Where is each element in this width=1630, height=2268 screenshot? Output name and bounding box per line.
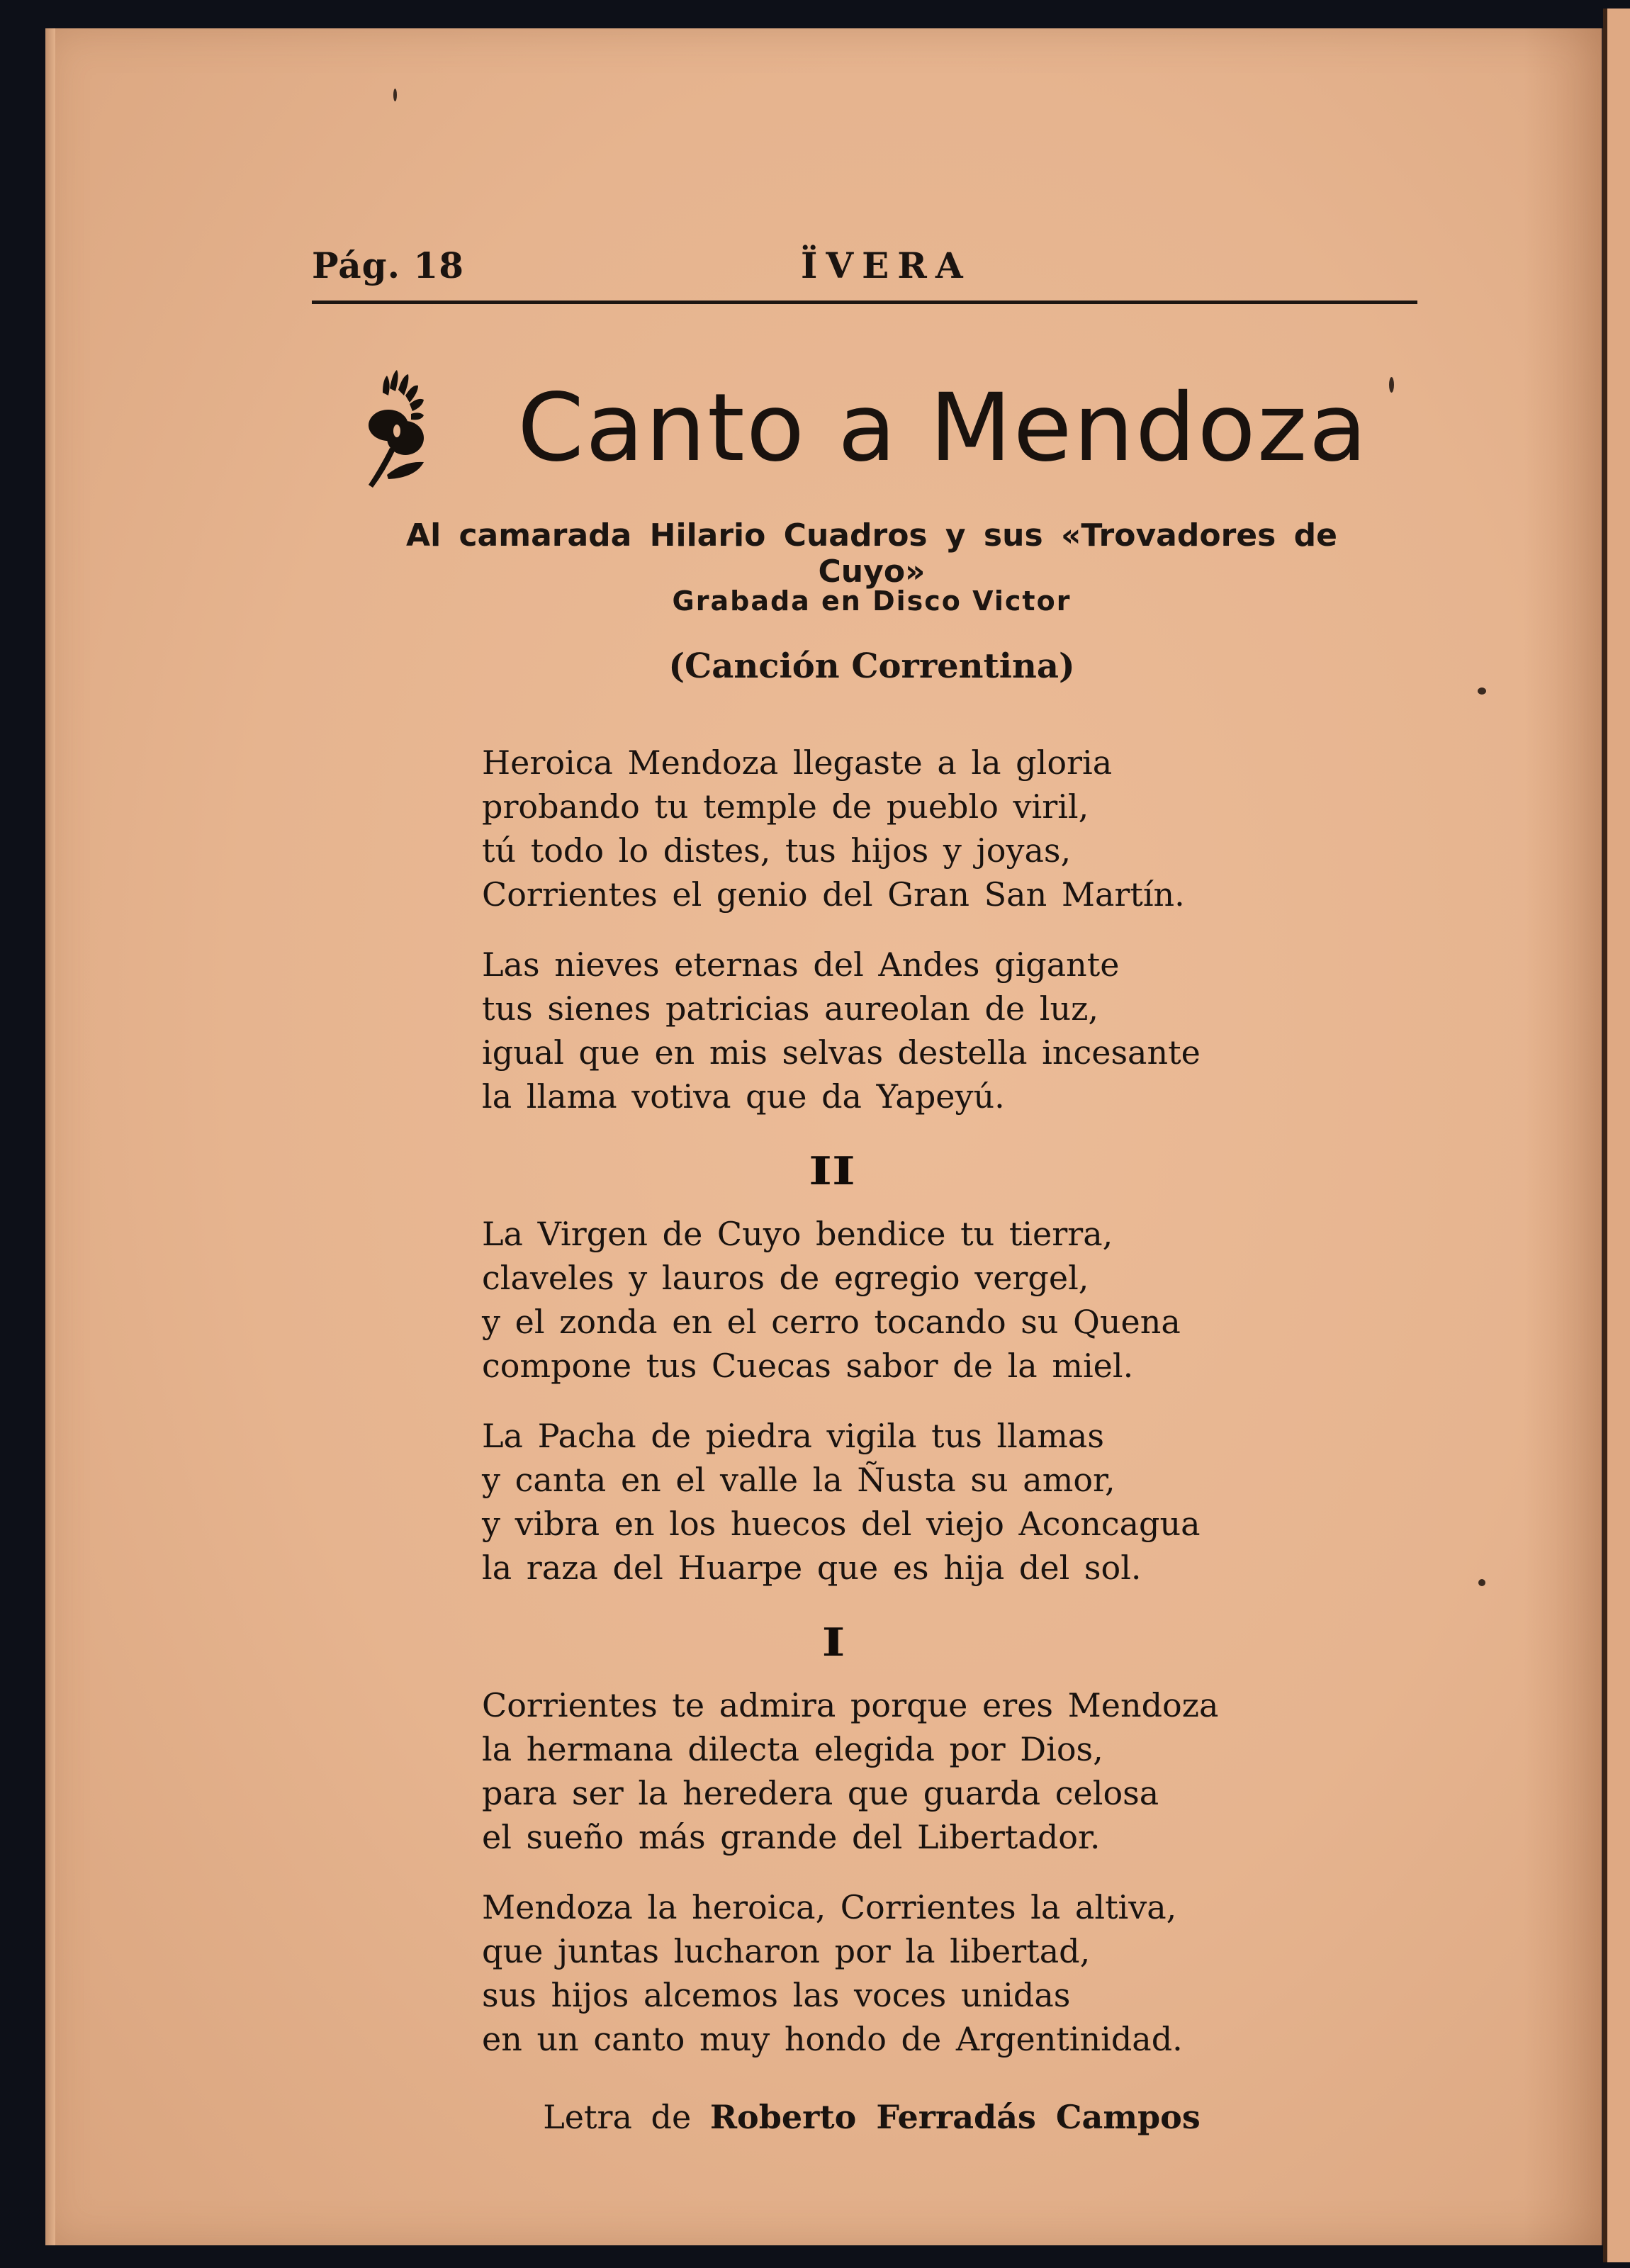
title-row xyxy=(354,369,1417,489)
verse-line: Mendoza la heroica, Corrientes la altiva, xyxy=(482,1888,1177,1926)
verse-line: La Pacha de piedra vigila tus llamas xyxy=(482,1417,1104,1455)
credit-prefix: Letra de xyxy=(543,2098,692,2136)
verse-line: Las nieves eternas del Andes gigante xyxy=(482,945,1120,984)
verse-line: la hermana dilecta elegida por Dios, xyxy=(482,1730,1103,1768)
verse-line: La Virgen de Cuyo bendice tu tierra, xyxy=(482,1215,1113,1253)
stanza-3 xyxy=(482,1212,1332,1388)
publication-name: ÏVERA xyxy=(801,245,972,286)
stanza-5 xyxy=(482,1683,1332,1859)
paper-speck xyxy=(1478,1579,1485,1586)
verse-line: para ser la heredera que guarda celosa xyxy=(482,1774,1159,1812)
verse-line: Corrientes te admira porque eres Mendoza xyxy=(482,1686,1219,1724)
verse-line: claveles y lauros de egregio vergel, xyxy=(482,1259,1089,1297)
verse-line: la llama votiva que da Yapeyú. xyxy=(482,1077,1005,1116)
credit-author: Roberto Ferradás Campos xyxy=(709,2098,1201,2136)
stanza-4 xyxy=(482,1414,1332,1590)
stanza-1 xyxy=(482,741,1332,916)
recording-note: Grabada en Disco Victor xyxy=(672,585,1072,617)
song-genre: (Canción Correntina) xyxy=(668,646,1075,686)
verse-line: Corrientes el genio del Gran San Martín. xyxy=(482,875,1185,914)
page-number: Pág. 18 xyxy=(312,245,465,286)
stanza-2 xyxy=(482,943,1332,1118)
page-edge xyxy=(45,28,55,2245)
stanza-6 xyxy=(482,1885,1332,2061)
section-numeral-1: I xyxy=(821,1619,845,1665)
verse-line: y canta en el valle la Ñusta su amor, xyxy=(482,1461,1115,1499)
verse-line: la raza del Huarpe que es hija del sol. xyxy=(482,1549,1142,1587)
verse-line: y vibra en los huecos del viejo Aconcagua xyxy=(482,1505,1201,1543)
verse-line: el sueño más grande del Libertador. xyxy=(482,1818,1101,1856)
verse-line: probando tu temple de pueblo viril, xyxy=(482,787,1089,826)
verse-line: tú todo lo distes, tus hijos y joyas, xyxy=(482,831,1072,870)
verse-line: que juntas lucharon por la libertad, xyxy=(482,1932,1091,1970)
section-numeral-2: II xyxy=(809,1148,855,1194)
verse-line: igual que en mis selvas destella incesante xyxy=(482,1033,1201,1072)
paper-speck xyxy=(1389,377,1394,393)
header-rule xyxy=(312,301,1417,304)
paper-speck xyxy=(393,89,397,101)
verse-line: y el zonda en el cerro tocando su Quena xyxy=(482,1303,1181,1341)
verse-line: en un canto muy hondo de Argentinidad. xyxy=(482,2020,1183,2058)
running-head xyxy=(312,245,1417,294)
verse-line: tus sienes patricias aureolan de luz, xyxy=(482,989,1098,1028)
verse-line: Heroica Mendoza llegaste a la gloria xyxy=(482,743,1113,782)
paper-speck xyxy=(1478,687,1486,695)
dedication: Al camarada Hilario Cuadros y sus «Trovadores de Cuyo» xyxy=(406,517,1337,590)
verse-line: sus hijos alcemos las voces unidas xyxy=(482,1976,1071,2014)
flower-ornament-icon xyxy=(361,369,439,489)
song-title: Canto a Mendoza xyxy=(517,374,1369,483)
binding-shadow xyxy=(1524,28,1603,2245)
facing-page-edge xyxy=(1607,9,1630,2262)
verse-line: compone tus Cuecas sabor de la miel. xyxy=(482,1347,1134,1385)
lyrics-credit xyxy=(354,2098,1389,2136)
